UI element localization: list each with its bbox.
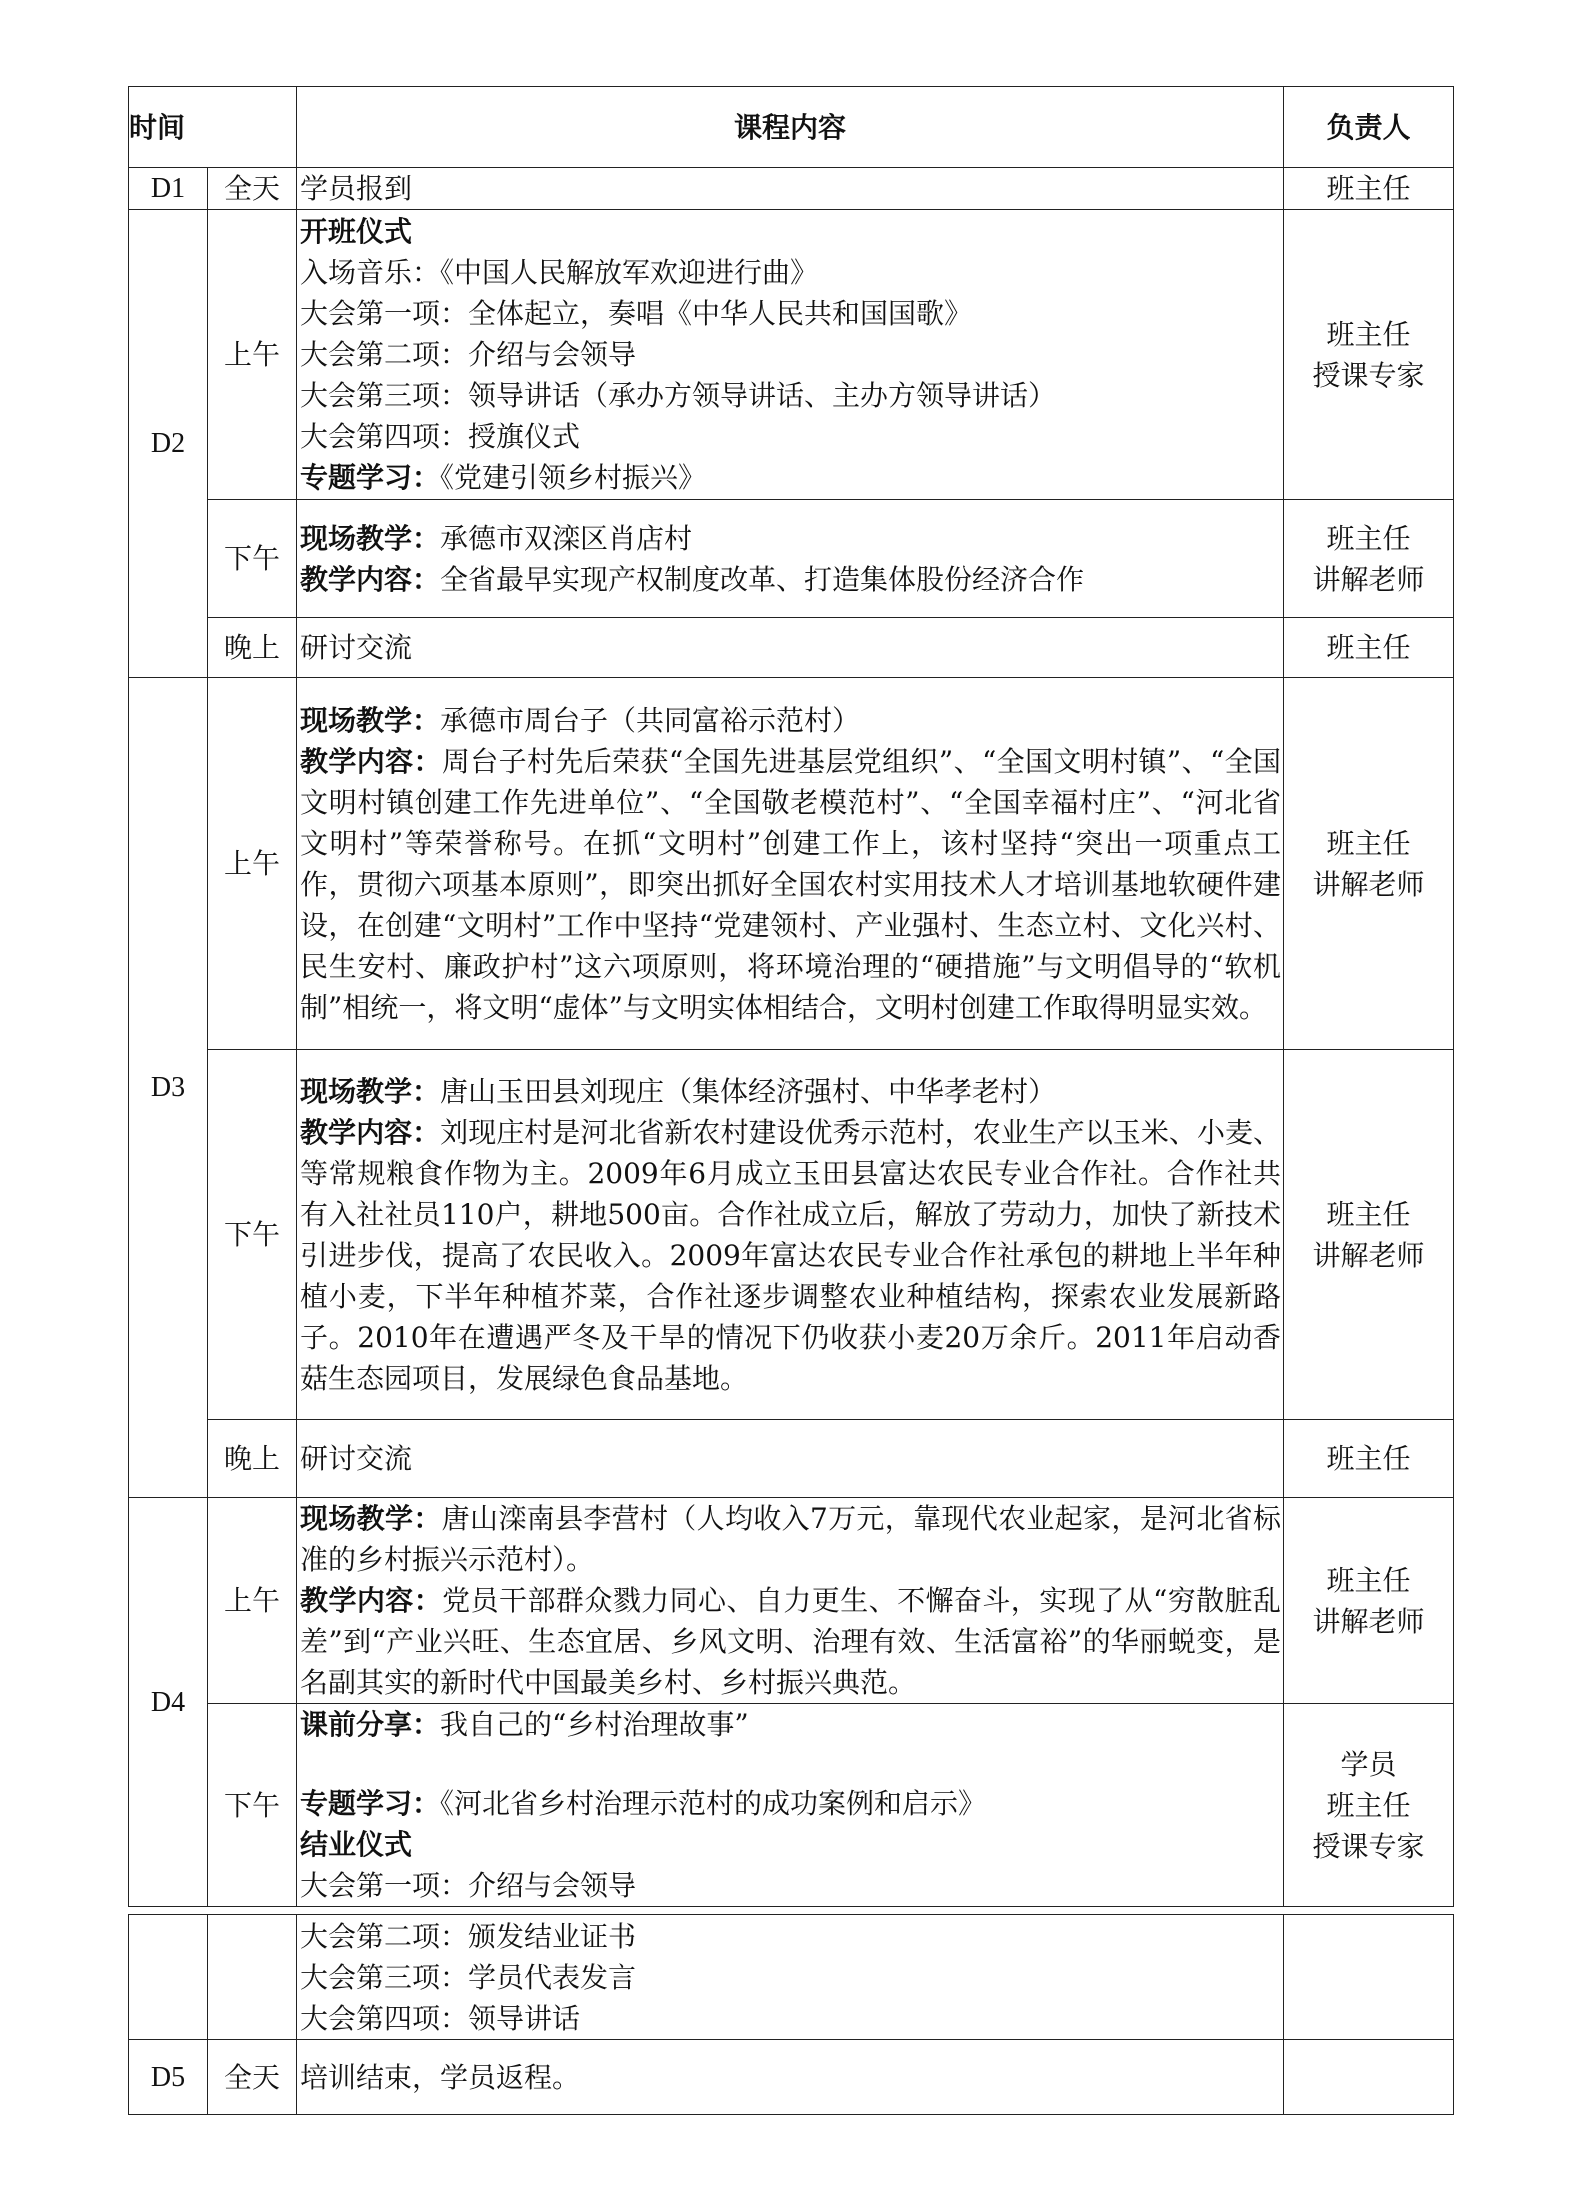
table-row-d3-evening [129, 1420, 1454, 1498]
schedule-table-continued [128, 1914, 1454, 2115]
content-cell: 现场教学：承德市双滦区肖店村 教学内容：全省最早实现产权制度改革、打造集体股份经济合作 [297, 500, 1284, 618]
owner-cell: 班主任 讲解老师 [1284, 678, 1454, 1050]
day-label: D4 [129, 1498, 208, 1907]
day-label: D3 [129, 678, 208, 1498]
content-line: 入场音乐：《中国人民解放军欢迎进行曲》 [300, 256, 819, 289]
table-row-d4-afternoon [129, 1704, 1454, 1907]
header-row [129, 87, 1454, 168]
content-line: 大会第三项：领导讲话（承办方领导讲话、主办方领导讲话） [300, 379, 1057, 412]
table-row-d4-continued [129, 1915, 1454, 2040]
day-label [129, 1915, 208, 2040]
owner-cell: 班主任 [1284, 168, 1454, 210]
table-row-d1 [129, 168, 1454, 210]
table-row-d5 [129, 2040, 1454, 2115]
period-label: 下午 [208, 1050, 297, 1420]
table-row-d2-evening [129, 618, 1454, 678]
header-content: 课程内容 [297, 87, 1284, 168]
owner-cell [1284, 1915, 1454, 2040]
content-cell: 研讨交流 [297, 618, 1284, 678]
table-row-d3-afternoon [129, 1050, 1454, 1420]
table-row-d2-afternoon [129, 500, 1454, 618]
period-label: 上午 [208, 678, 297, 1050]
day-label: D1 [129, 168, 208, 210]
content-line: 专题学习：《党建引领乡村振兴》 [300, 461, 707, 494]
content-cell: 培训结束，学员返程。 [297, 2040, 1284, 2115]
content-cell: 大会第二项：颁发结业证书 大会第三项：学员代表发言 大会第四项：领导讲话 [297, 1915, 1284, 2040]
table-row-d2-morning [129, 210, 1454, 500]
content-cell: 研讨交流 [297, 1420, 1284, 1498]
header-time: 时间 [129, 87, 297, 168]
owner-cell: 班主任 授课专家 [1284, 210, 1454, 500]
content-cell: 现场教学：唐山玉田县刘现庄（集体经济强村、中华孝老村） 教学内容：刘现庄村是河北省新农村建设优秀示范村，农业生产以玉米、小麦、等常规粮食作物为主。2009年6月成立玉田县富达农民专业合作社。合作社共有入社社员110户，耕地500亩。合作社成立后，解放了劳动力，加快了新技术引进步伐，提高了农民收入。2009年富达农民专业合作社承包的耕地上半年种植小麦，下半年种植芥菜，合作社逐步调整农业种植结构，探索农业发展新路子。2010年在遭遇严冬及干旱的情况下仍收获小麦20万余斤。2011年启动香菇生态园项目，发展绿色食品基地。 [297, 1050, 1284, 1420]
period-label: 上午 [208, 210, 297, 500]
period-label: 晚上 [208, 1420, 297, 1498]
content-cell: 现场教学：唐山滦南县李营村（人均收入7万元，靠现代农业起家，是河北省标准的乡村振兴示范村）。 教学内容：党员干部群众戮力同心、自力更生、不懈奋斗，实现了从“穷散脏乱差”到“产业兴旺、生态宜居、乡风文明、治理有效、生活富裕”的华丽蜕变，是名副其实的新时代中国最美乡村、乡村振兴典范。 [297, 1498, 1284, 1704]
period-label: 下午 [208, 500, 297, 618]
content-line: 开班仪式 [300, 215, 413, 248]
content-line: 大会第四项：授旗仪式 [300, 420, 581, 453]
owner-cell: 学员 班主任 授课专家 [1284, 1704, 1454, 1907]
content-line: 大会第一项：全体起立，奏唱《中华人民共和国国歌》 [300, 297, 973, 330]
content-cell: 现场教学：承德市周台子（共同富裕示范村） 教学内容：周台子村先后荣获“全国先进基层党组织”、“全国文明村镇”、“全国文明村镇创建工作先进单位”、“全国敬老模范村”、“全国幸福村庄”、“河北省文明村”等荣誉称号。在抓“文明村”创建工作上，该村坚持“突出一项重点工作，贯彻六项基本原则”，即突出抓好全国农村实用技术人才培训基地软硬件建设，在创建“文明村”工作中坚持“党建领村、产业强村、生态立村、文化兴村、民生安村、廉政护村”这六项原则，将环境治理的“硬措施”与文明倡导的“软机制”相统一，将文明“虚体”与文明实体相结合，文明村创建工作取得明显实效。 [297, 678, 1284, 1050]
period-label: 晚上 [208, 618, 297, 678]
owner-cell: 班主任 [1284, 618, 1454, 678]
owner-cell: 班主任 讲解老师 [1284, 500, 1454, 618]
period-label: 全天 [208, 168, 297, 210]
owner-cell: 班主任 讲解老师 [1284, 1050, 1454, 1420]
day-label: D5 [129, 2040, 208, 2115]
content-cell: 学员报到 [297, 168, 1284, 210]
content-cell: 课前分享：我自己的“乡村治理故事” 专题学习：《河北省乡村治理示范村的成功案例和启示》 结业仪式 大会第一项：介绍与会领导 [297, 1704, 1284, 1907]
period-label: 全天 [208, 2040, 297, 2115]
owner-cell: 班主任 讲解老师 [1284, 1498, 1454, 1704]
period-label [208, 1915, 297, 2040]
owner-cell: 班主任 [1284, 1420, 1454, 1498]
owner-cell [1284, 2040, 1454, 2115]
content-cell [297, 210, 1284, 500]
schedule-table [128, 86, 1454, 1907]
header-owner: 负责人 [1284, 87, 1454, 168]
content-line: 大会第二项：介绍与会领导 [300, 338, 637, 371]
table-row-d3-morning [129, 678, 1454, 1050]
day-label: D2 [129, 210, 208, 678]
table-row-d4-morning [129, 1498, 1454, 1704]
period-label: 下午 [208, 1704, 297, 1907]
period-label: 上午 [208, 1498, 297, 1704]
